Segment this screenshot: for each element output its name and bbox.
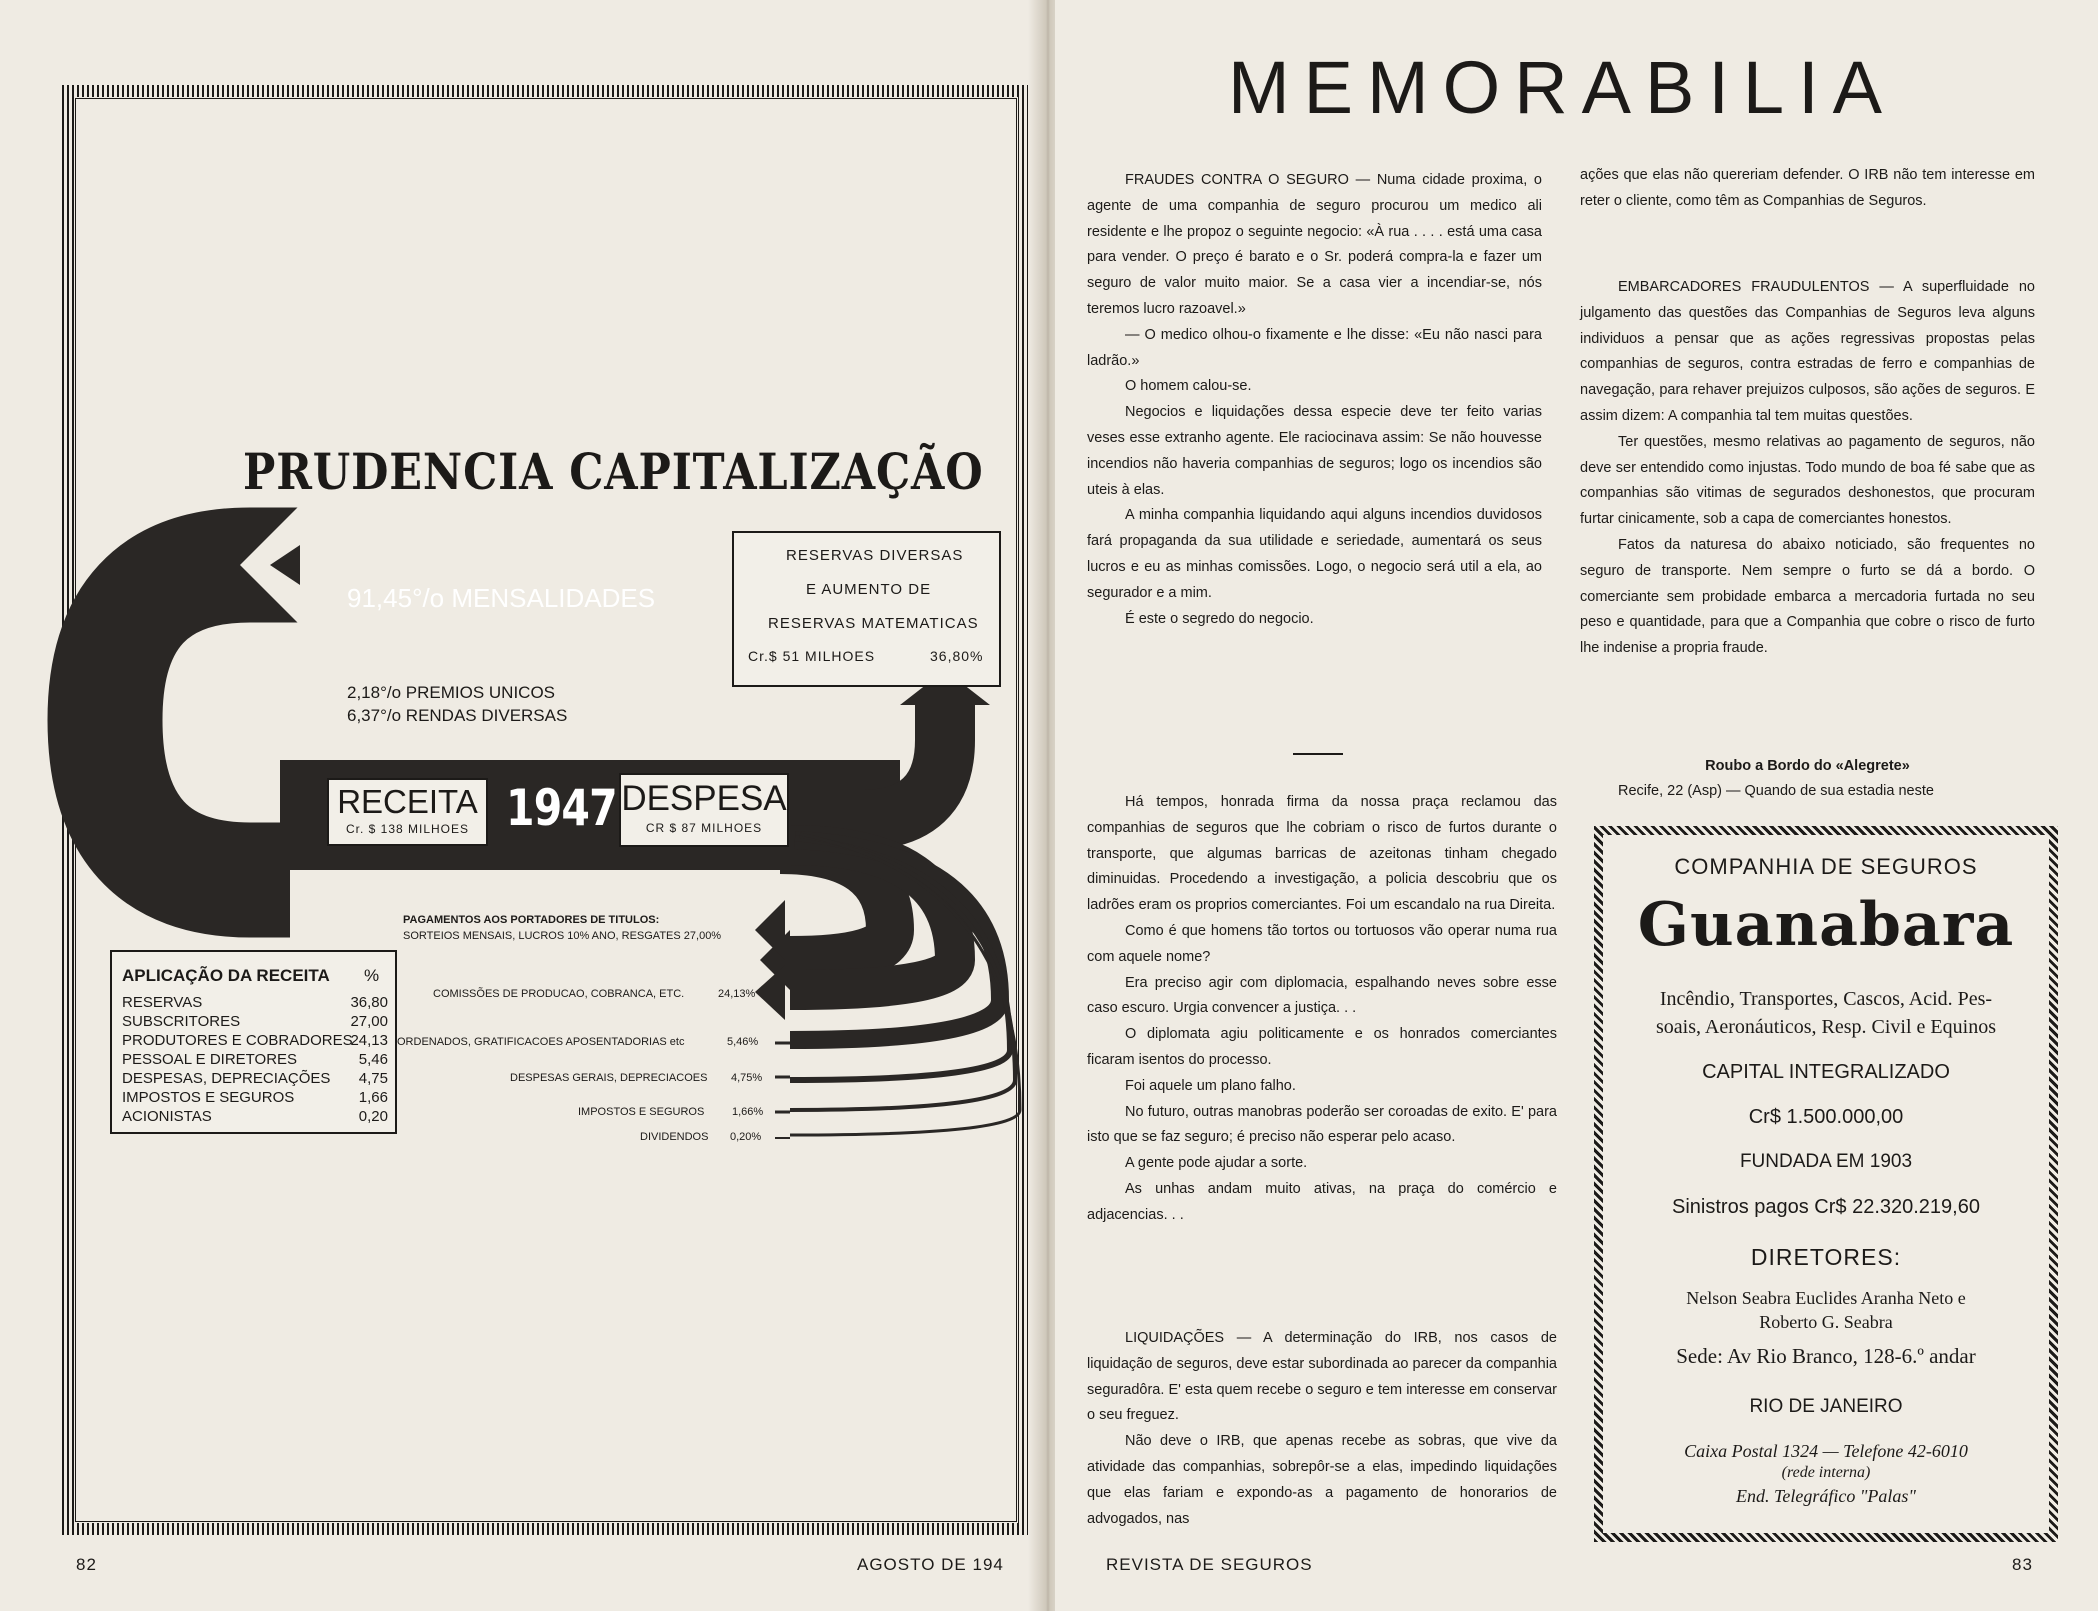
aplicacao-table (110, 950, 397, 1134)
expense-label-0: COMISSÕES DE PRODUCAO, COBRANCA, ETC. (433, 988, 685, 1000)
expense-label-1: ORDENADOS, GRATIFICACOES APOSENTADORIAS etc (397, 1036, 685, 1048)
row-label: SUBSCRITORES (122, 1013, 241, 1030)
mensalidades-label: 91,45°/o MENSALIDADES (347, 583, 656, 613)
memorabilia-title: MEMORABILIA (1228, 46, 1896, 129)
column-2-top (1580, 163, 2035, 215)
paragraph: Era preciso agir com diplomacia, espalhando neves sobre esse caso escuro. Urgia convencer a justiça. . . (1087, 974, 1557, 1017)
ad-coverage-2: soais, Aeronáuticos, Resp. Civil e Equinos (1656, 1016, 1996, 1038)
ad-capital-value: Cr$ 1.500.000,00 (1748, 1106, 1904, 1128)
expense-value-1: 5,46% (727, 1036, 759, 1048)
column-1-top (1087, 168, 1542, 632)
table-row (122, 1108, 388, 1126)
pagamentos-title: PAGAMENTOS AOS PORTADORES DE TITULOS: (403, 914, 660, 926)
expense-label-3: IMPOSTOS E SEGUROS (578, 1106, 705, 1118)
expense-value-0: 24,13% (718, 988, 756, 1000)
expense-value-2: 4,75% (731, 1072, 763, 1084)
column-2-middle (1580, 275, 2035, 662)
row-value: 27,00 (350, 1013, 388, 1030)
aplicacao-title: APLICAÇÃO DA RECEITA (122, 966, 330, 985)
page-number-left: 82 (76, 1555, 97, 1574)
ad-caixa: Caixa Postal 1324 — Telefone 42-6010 (1684, 1441, 1968, 1461)
paragraph: Como é que homens tão tortos ou tortuosos vão operar numa rua com aquele nome? (1087, 922, 1557, 965)
ad-diretores-label: DIRETORES: (1750, 1244, 1902, 1270)
reservas-line-2: E AUMENTO DE (806, 581, 932, 598)
prudencia-title: PRUDENCIA CAPITALIZAÇÃO (243, 442, 984, 501)
page-number-right: 83 (2012, 1555, 2033, 1574)
row-value: 4,75 (358, 1070, 388, 1087)
expense-label-2: DESPESAS GERAIS, DEPRECIACOES (510, 1072, 708, 1084)
row-value: 1,66 (358, 1089, 388, 1106)
paragraph: Não deve o IRB, que apenas recebe as sobras, que vive da atividade das companhias, sobrepôr-se a elas, impedindo liquidações que elas fariam e expondo-as a pagamento de honorarios de advogados, nas (1087, 1433, 1557, 1527)
ad-diretores-2: Roberto G. Seabra (1759, 1312, 1893, 1332)
ad-company-label: COMPANHIA DE SEGUROS (1674, 854, 1978, 879)
reservas-box (732, 531, 1001, 687)
ad-cidade: RIO DE JANEIRO (1749, 1396, 1903, 1417)
paragraph: FRAUDES CONTRA O SEGURO — Numa cidade proxima, o agente de uma companhia de seguro procurou um medico ali residente e lhe propoz o seguinte negocio: «À rua . . . . está uma casa para vender. O preço é barato e o Sr. poderá compra-la e fazer um seguro de valor muito maior. Se a casa vier a incendiar-se, nós teremos lucro razoavel.» (1087, 172, 1542, 317)
paragraph: Foi aquele um plano falho. (1125, 1077, 1296, 1094)
column-1-bottom (1087, 1326, 1557, 1532)
left-page (0, 0, 1040, 1611)
paragraph: O homem calou-se. (1125, 378, 1252, 395)
table-row (122, 1051, 388, 1069)
section-divider (1293, 753, 1343, 755)
expense-value-3: 1,66% (732, 1106, 764, 1118)
despesa-sub: CR $ 87 MILHOES (645, 821, 763, 835)
paragraph: A gente pode ajudar a sorte. (1125, 1155, 1308, 1172)
rendas-diversas-label: 6,37°/o RENDAS DIVERSAS (347, 706, 568, 725)
premios-unicos-label: 2,18°/o PREMIOS UNICOS (347, 683, 556, 702)
ad-fundada: FUNDADA EM 1903 (1739, 1151, 1913, 1172)
table-row (122, 1070, 388, 1088)
ad-diretores-1: Nelson Seabra Euclides Aranha Neto e (1686, 1288, 1966, 1308)
receita-sub: Cr. $ 138 MILHOES (345, 822, 470, 836)
row-label: PRODUTORES E COBRADORES (122, 1032, 353, 1049)
footer-left: AGOSTO DE 194 (857, 1555, 1004, 1574)
paragraph: Fatos da naturesa do abaixo noticiado, são frequentes no seguro de transporte. Nem sempre o furto se dá a bordo. O comerciante sem probidade embarca a mercadoria furtada no seu peso e quantidade, para que a Companhia que cobre o risco de furto lhe indenise a propria fraude. (1580, 536, 2035, 657)
table-row (122, 1013, 388, 1031)
paragraph: — O medico olhou-o fixamente e lhe disse: «Eu não nasci para ladrão.» (1087, 326, 1542, 369)
row-value: 24,13 (350, 1032, 388, 1049)
row-value: 36,80 (350, 994, 388, 1011)
paragraph: No futuro, outras manobras poderão ser coroadas de exito. E' para isto que se faz seguro; é preciso não esperar pelo acaso. (1087, 1103, 1557, 1146)
table-row (122, 994, 388, 1012)
paragraph: O diplomata agiu politicamente e os honrados comerciantes ficaram isentos do processo. (1087, 1026, 1557, 1068)
table-row (122, 1089, 388, 1107)
ad-telegrafico: End. Telegráfico "Palas" (1736, 1486, 1916, 1506)
despesa-box (619, 773, 789, 847)
paragraph: LIQUIDAÇÕES — A determinação do IRB, nos casos de liquidação de seguros, deve estar subordinada ao parecer da companhia seguradôra. E' esta quem recebe o seguro e tem interesse em conservar o seu freguez. (1087, 1330, 1557, 1424)
receita-box (327, 778, 488, 846)
expense-label-4: DIVIDENDOS (640, 1131, 709, 1143)
reservas-percent: 36,80% (930, 648, 984, 664)
receita-label: RECEITA (337, 783, 478, 820)
paragraph: A minha companhia liquidando aqui alguns incendios duvidosos fará propaganda da sua utilidade e seriedade, aumentará os seus lucros e eu as minhas comissões. Logo, o negocio será util a ela, ao segurador e a mim. (1087, 507, 1542, 601)
paragraph: Negocios e liquidações dessa especie deve ter feito varias veses esse extranho agente. Ele raciocinava assim: Se não houvesse incendios não haveria companhias de seguros; logo os incendios são uteis à elas. (1087, 404, 1542, 498)
guanabara-advertisement (1594, 826, 2058, 1542)
reservas-line-1: RESERVAS DIVERSAS (786, 547, 964, 564)
ad-coverage-1: Incêndio, Transportes, Cascos, Acid. Pes- (1659, 988, 1993, 1010)
paragraph: As unhas andam muito ativas, na praça do comércio e adjacencias. . . (1087, 1180, 1557, 1223)
expense-value-4: 0,20% (730, 1131, 762, 1143)
row-label: DESPESAS, DEPRECIAÇÕES (122, 1070, 331, 1087)
reservas-line-3: RESERVAS MATEMATICAS (768, 615, 979, 632)
footer-right: REVISTA DE SEGUROS (1106, 1555, 1313, 1574)
table-row (122, 1032, 388, 1050)
row-label: ACIONISTAS (122, 1108, 212, 1125)
row-label: IMPOSTOS E SEGUROS (122, 1089, 295, 1106)
roubo-line: Recife, 22 (Asp) — Quando de sua estadia neste (1618, 783, 1934, 799)
ad-rede: (rede interna) (1781, 1464, 1871, 1481)
roubo-title: Roubo a Bordo do «Alegrete» (1705, 758, 1910, 774)
pagamentos-line: SORTEIOS MENSAIS, LUCROS 10% ANO, RESGATES 27,00% (403, 930, 722, 942)
row-value: 5,46 (358, 1051, 388, 1068)
ad-brand: Guanabara (1637, 890, 2015, 960)
row-label: RESERVAS (122, 994, 203, 1011)
paragraph: EMBARCADORES FRAUDULENTOS — A superfluidade no julgamento das questões das Companhias de Seguros leva alguns individuos a pensar que as ações regressivas propostas pelas companhias de seguros, contra estradas de ferro e companhias de navegação, para rehaver prejuizos culposos, são ações de seguros. E assim dizem: A companhia tal tem muitas questões. (1580, 279, 2035, 424)
paragraph: É este o segredo do negocio. (1125, 610, 1314, 627)
despesa-label: DESPESA (621, 779, 787, 818)
paragraph: Ter questões, mesmo relativas ao pagamento de seguros, não deve ser entendido como injustas. Todo mundo de boa fé sabe que as companhias são vitimas de segurados deshonestos, que procuram furtar cinicamente, sob a capa de comerciantes honestos. (1580, 433, 2035, 528)
aplicacao-unit: % (364, 966, 380, 985)
row-value: 0,20 (358, 1108, 388, 1125)
reservas-amount: Cr.$ 51 MILHOES (748, 648, 876, 664)
ad-sinistros: Sinistros pagos Cr$ 22.320.219,60 (1672, 1196, 1980, 1218)
ad-sede: Sede: Av Rio Branco, 128-6.º andar (1676, 1344, 1976, 1368)
year-label: 1947 (506, 779, 617, 837)
column-1-middle (1087, 790, 1557, 1229)
receita-band (105, 565, 300, 880)
paragraph: Há tempos, honrada firma da nossa praça reclamou das companhias de seguros que lhe cobriam o risco de furtos durante o transporte, que algumas barricas de azeitonas tinham chegado diminuidas. Procedendo a investigação, a policia descobriu que os ladrões eram os proprios comerciantes. Foi um escandalo na rua Direita. (1087, 794, 1557, 914)
ad-capital-label: CAPITAL INTEGRALIZADO (1702, 1061, 1950, 1083)
paragraph: ações que elas não quereriam defender. O IRB não tem interesse em reter o cliente, como têm as Companhias de Seguros. (1580, 167, 2035, 209)
row-label: PESSOAL E DIRETORES (122, 1051, 298, 1068)
